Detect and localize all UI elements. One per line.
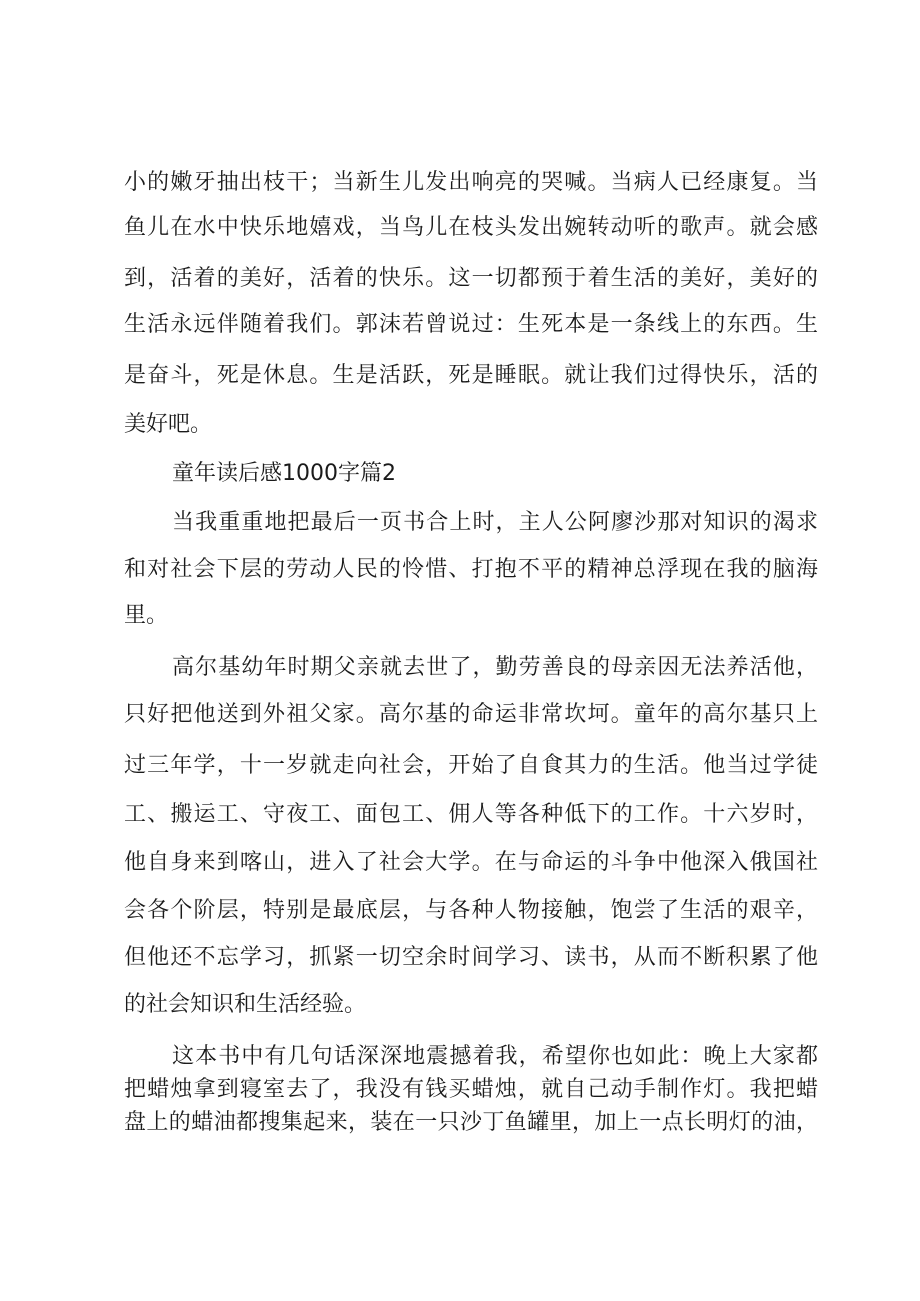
paragraph-3-line-3: 过三年学，十一岁就走向社会，开始了自食其力的生活。他当过学徒 bbox=[124, 753, 818, 778]
paragraph-3-line-7: 但他还不忘学习，抓紧一切空余时间学习、读书，从而不断积累了他 bbox=[124, 945, 818, 970]
paragraph-1-line-5: 是奋斗，死是休息。生是活跃，死是睡眠。就让我们过得快乐，活的 bbox=[124, 363, 818, 388]
paragraph-3-line-2: 只好把他送到外祖父家。高尔基的命运非常坎坷。童年的高尔基只上 bbox=[124, 702, 818, 727]
paragraph-3-line-5: 他自身来到喀山，进入了社会大学。在与命运的斗争中他深入俄国社 bbox=[124, 850, 818, 875]
paragraph-3-line-4: 工、搬运工、守夜工、面包工、佣人等各种低下的工作。十六岁时， bbox=[124, 802, 818, 827]
paragraph-4-line-1: 这本书中有几句话深深地震撼着我，希望你也如此：晚上大家都 bbox=[172, 1044, 818, 1069]
paragraph-3-line-1: 高尔基幼年时期父亲就去世了，勤劳善良的母亲因无法养活他， bbox=[172, 655, 818, 680]
paragraph-4-line-3: 盘上的蜡油都搜集起来，装在一只沙丁鱼罐里，加上一点长明灯的油， bbox=[124, 1110, 818, 1135]
paragraph-1-line-1: 小的嫩牙抽出枝干；当新生儿发出响亮的哭喊。当病人已经康复。当 bbox=[124, 170, 818, 195]
paragraph-1-line-2: 鱼儿在水中快乐地嬉戏，当鸟儿在枝头发出婉转动听的歌声。就会感 bbox=[124, 215, 818, 240]
paragraph-4-line-2: 把蜡烛拿到寝室去了，我没有钱买蜡烛，就自己动手制作灯。我把蜡 bbox=[124, 1077, 818, 1102]
paragraph-2-line-1: 当我重重地把最后一页书合上时，主人公阿廖沙那对知识的渴求 bbox=[172, 510, 818, 535]
paragraph-2-line-2: 和对社会下层的劳动人民的怜惜、打抱不平的精神总浮现在我的脑海 bbox=[124, 557, 818, 582]
paragraph-2-line-3: 里。 bbox=[124, 603, 169, 628]
section-heading: 童年读后感1000字篇2 bbox=[172, 461, 396, 486]
paragraph-1-line-3: 到，活着的美好，活着的快乐。这一切都预于着生活的美好，美好的 bbox=[124, 266, 818, 291]
paragraph-1-line-6: 美好吧。 bbox=[124, 412, 213, 437]
paragraph-3-line-6: 会各个阶层，特别是最底层，与各种人物接触，饱尝了生活的艰辛， bbox=[124, 898, 818, 923]
paragraph-1-line-4: 生活永远伴随着我们。郭沫若曾说过：生死本是一条线上的东西。生 bbox=[124, 312, 818, 337]
paragraph-3-line-8: 的社会知识和生活经验。 bbox=[124, 992, 367, 1017]
